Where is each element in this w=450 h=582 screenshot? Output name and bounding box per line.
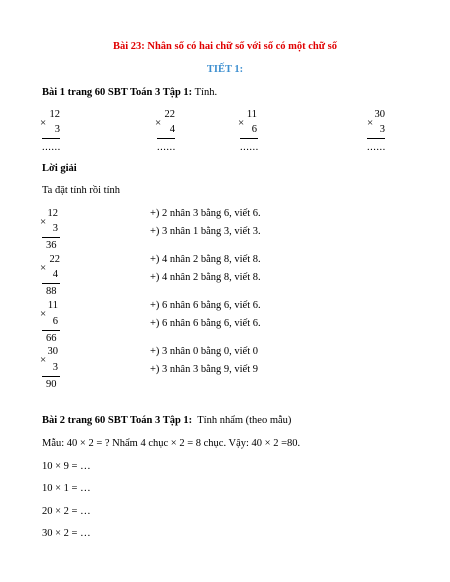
solution-4-rule <box>42 376 60 377</box>
solution-4-step-2: +) 3 nhân 3 bằng 9, viết 9 <box>150 364 258 375</box>
problem-2-rule <box>157 138 175 139</box>
solution-3-multiplier: 6 <box>52 316 58 327</box>
solution-3-step-1: +) 6 nhân 6 bằng 6, viết 6. <box>150 300 261 311</box>
exercise-2-title: Bài 2 trang 60 SBT Toán 3 Tập 1: <box>42 415 193 426</box>
problem-4-answer-placeholder: ...... <box>367 142 386 153</box>
multiply-sign: × <box>40 308 47 320</box>
exercise-2-line-1: 10 × 9 = … <box>42 461 91 472</box>
solution-2-step-2: +) 4 nhân 2 bằng 8, viết 8. <box>150 272 261 283</box>
problem-1-answer-placeholder: ...... <box>42 142 61 153</box>
solution-2-multiplier: 4 <box>52 269 58 280</box>
multiply-sign: × <box>155 117 162 129</box>
multiply-sign: × <box>40 117 47 129</box>
solution-2-rule <box>42 283 60 284</box>
problem-1-multiplicand: 12 <box>49 109 60 120</box>
solution-1-multiplicand: 12 <box>47 208 58 219</box>
solution-4-multiplier: 3 <box>52 362 58 373</box>
solution-1-rule <box>42 237 60 238</box>
problem-2-multiplicand: 22 <box>164 109 175 120</box>
problem-2-multiplier: 4 <box>169 124 175 135</box>
exercise-2-example: Mẫu: 40 × 2 = ? Nhẩm 4 chục × 2 = 8 chục. Vậy: 40 × 2 =80. <box>42 438 301 449</box>
solution-heading: Lời giải <box>42 163 77 174</box>
solution-2-result: 88 <box>46 286 57 297</box>
solution-2-multiplicand: 22 <box>49 254 60 265</box>
problem-3-multiplier: 6 <box>251 124 257 135</box>
exercise-1-heading <box>42 87 217 98</box>
solution-1-step-2: +) 3 nhân 1 bằng 3, viết 3. <box>150 226 261 237</box>
multiply-sign: × <box>40 354 47 366</box>
multiply-sign: × <box>40 262 47 274</box>
problem-1-rule <box>42 138 60 139</box>
lesson-subtitle: TIẾT 1: <box>206 64 244 75</box>
problem-4-multiplier: 3 <box>379 124 385 135</box>
document-title: Bài 23: Nhân số có hai chữ số với số có một chữ số <box>112 41 338 52</box>
exercise-2-line-3: 20 × 2 = … <box>42 506 91 517</box>
multiply-sign: × <box>40 216 47 228</box>
exercise-2-line-2: 10 × 1 = … <box>42 483 91 494</box>
multiply-sign: × <box>367 117 374 129</box>
solution-1-multiplier: 3 <box>52 223 58 234</box>
problem-1-multiplier: 3 <box>54 124 60 135</box>
solution-4-multiplicand: 30 <box>47 346 58 357</box>
solution-intro: Ta đặt tính rồi tính <box>42 185 121 196</box>
problem-2-answer-placeholder: ...... <box>157 142 176 153</box>
solution-1-result: 36 <box>46 240 57 251</box>
problem-4-rule <box>367 138 385 139</box>
exercise-2-heading <box>42 415 291 426</box>
solution-4-step-1: +) 3 nhân 0 bằng 0, viết 0 <box>150 346 258 357</box>
exercise-2-instruction: Tính nhẩm (theo mẫu) <box>192 415 292 426</box>
exercise-1-title: Bài 1 trang 60 SBT Toán 3 Tập 1: <box>42 87 193 98</box>
problem-3-multiplicand: 11 <box>246 109 257 120</box>
multiply-sign: × <box>238 117 245 129</box>
solution-3-rule <box>42 330 60 331</box>
problem-3-answer-placeholder: ...... <box>240 142 259 153</box>
exercise-1-instruction: Tính. <box>192 87 218 98</box>
solution-2-step-1: +) 4 nhân 2 bằng 8, viết 8. <box>150 254 261 265</box>
solution-3-result: 66 <box>46 333 57 344</box>
solution-3-step-2: +) 6 nhân 6 bằng 6, viết 6. <box>150 318 261 329</box>
solution-1-step-1: +) 2 nhân 3 bằng 6, viết 6. <box>150 208 261 219</box>
exercise-2-line-4: 30 × 2 = … <box>42 528 91 539</box>
problem-4-multiplicand: 30 <box>374 109 385 120</box>
solution-4-result: 90 <box>46 379 57 390</box>
solution-3-multiplicand: 11 <box>47 300 58 311</box>
problem-3-rule <box>240 138 258 139</box>
